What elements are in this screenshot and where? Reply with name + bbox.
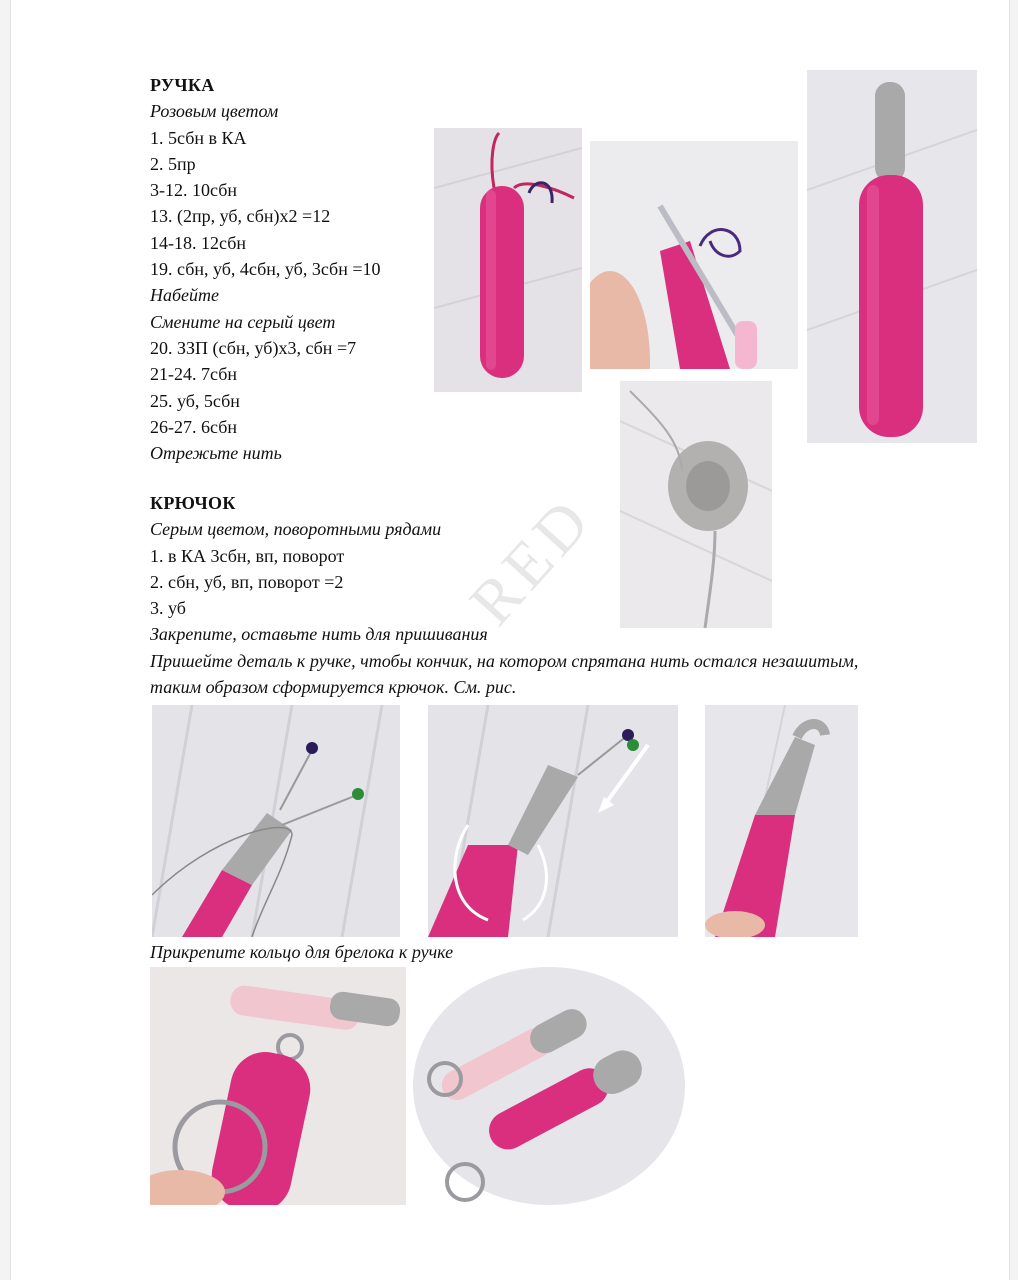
section-handle [150, 72, 381, 466]
instruction-line: 2. 5пр [150, 153, 196, 174]
photo-two-keyrings [413, 967, 685, 1205]
photo-finished-handle [807, 70, 977, 443]
section-heading-hook: КРЮЧОК [150, 493, 236, 513]
instructions-handle [150, 98, 381, 466]
photo-hook-in-handle [590, 141, 798, 369]
instruction-line: 3. уб [150, 598, 186, 619]
instruction-line: 26-27. 6сбн [150, 416, 237, 437]
photo-pinned-2 [428, 705, 678, 937]
instruction-line: Закрепите, оставьте нить для пришивания [150, 624, 488, 645]
instruction-line: Пришейте деталь к ручке, чтобы кончик, на котором спрятана нить остался незашитым, [150, 650, 859, 671]
instruction-line: 25. уб, 5сбн [150, 390, 240, 411]
instruction-line: 2. сбн, уб, вп, поворот =2 [150, 571, 344, 592]
instruction-line: 14-18. 12сбн [150, 232, 246, 253]
instruction-line: таким образом сформируется крючок. См. рис. [150, 677, 517, 698]
instruction-line: 20. ЗЗП (сбн, уб)х3, сбн =7 [150, 337, 357, 358]
photo-keyring-closeup [150, 967, 406, 1205]
section-heading-handle: РУЧКА [150, 75, 215, 95]
instruction-line: Набейте [150, 285, 220, 306]
instruction-line: 1. 5сбн в КА [150, 127, 247, 148]
photo-pink-handle-marker [434, 128, 582, 392]
instruction-line: 21-24. 7сбн [150, 364, 237, 385]
instruction-line: 1. в КА 3сбн, вп, поворот [150, 545, 345, 566]
caption-keyring: Прикрепите кольцо для брелока к ручке [150, 942, 454, 962]
instruction-line: Отрежьте нить [150, 443, 282, 464]
photo-hook-shape [705, 705, 858, 937]
instruction-line: Серым цветом, поворотными рядами [150, 519, 442, 540]
instruction-line: 13. (2пр, уб, сбн)х2 =12 [150, 206, 331, 227]
photo-pinned-1 [152, 705, 400, 937]
instruction-line: Смените на серый цвет [150, 311, 336, 332]
photo-gray-round [620, 381, 772, 628]
instruction-line: 19. сбн, уб, 4сбн, уб, 3сбн =10 [150, 259, 381, 280]
instruction-line: Розовым цветом [150, 101, 279, 122]
instruction-line: 3-12. 10сбн [150, 180, 237, 201]
